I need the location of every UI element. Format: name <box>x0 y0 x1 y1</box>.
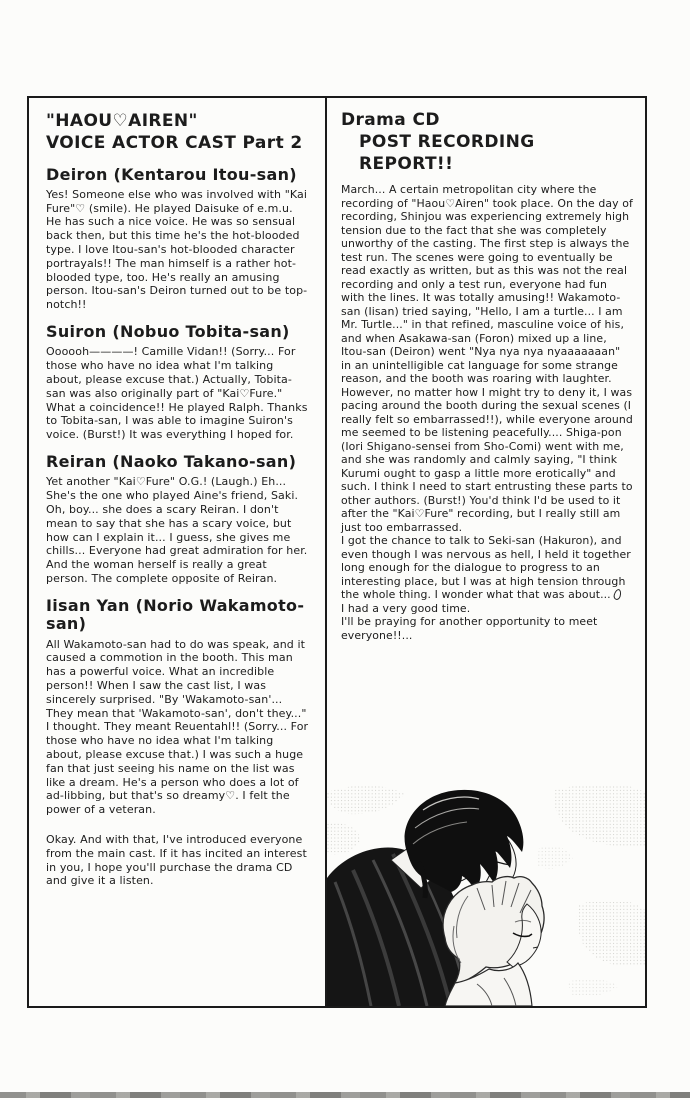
report-paragraph: March... A certain metropolitan city where the recording of "Haou♡Airen" took place. On the day of recording, Shinjou was experiencing extremely high tension due to the fact that she was completely unworthy of the casting. The first step is always the test run. The scenes were going to eventually be read exactly as written, but as this was not the real recording and only a test run, everyone had fun with the lines. It was totally amusing!! Wakamoto-san (Iisan) tried saying, "Hello, I am a turtle... I am Mr. Turtle..." in that refined, masculine voice of his, and when Asakawa-san (Foron) mixed up a line, Itou-san (Deiron) went "Nya nya nya nyaaaaaaan" in an unintelligible cat language for some strange reason, and the booth was roaring with laughter. <box>341 183 633 386</box>
section-body: Oooooh————! Camille Vidan!! (Sorry... For those who have no idea what I'm talking about, please excuse that.) Actually, Tobita-san was also originally part of "Kai♡Fure." What a coincidence!! He played Ralph. Thanks to Tobita-san, I was able to imagine Suiron's voice. (Burst!) It was everything I hoped for. <box>46 345 308 442</box>
cast-column <box>29 98 325 1006</box>
report-title-line1: Drama CD <box>341 110 440 130</box>
section-body: Yes! Someone else who was involved with "Kai Fure"♡ (smile). He played Daisuke of e.m.u. He has such a nice voice. He was so sensual back then, but this time he's the hot-blooded type. I love Itou-san's hot-blooded character portrayals!! The man himself is a rather hot-blooded type, too. He's really an amusing person. Itou-san's Deiron turned out to be top-notch!! <box>46 187 308 312</box>
page-frame <box>27 96 647 1008</box>
section-heading: Reiran (Naoko Takano-san) <box>46 452 297 472</box>
section-heading: Suiron (Nobuo Tobita-san) <box>46 322 290 342</box>
section-body: Yet another "Kai♡Fure" O.G.! (Laugh.) Eh... She's the one who played Aine's friend, Saki. Oh, boy... she does a scary Reiran. I don't mean to say that she has a scary voice, but how can I explain it... I guess, she gives me chills... Everyone had great admiration for her. And the woman herself is really a great person. The complete opposite of Reiran. <box>46 475 308 585</box>
scan-edge-artifact <box>0 1092 690 1098</box>
cast-closing-note: Okay. And with that, I've introduced everyone from the main cast. If it has incited an interest in you, I hope you'll purchase the drama CD and give it a listen. <box>46 832 307 888</box>
sweat-drop-icon <box>612 589 622 602</box>
woman <box>443 877 544 1006</box>
cast-title-line1: "HAOU♡AIREN" <box>46 111 198 131</box>
cast-section-reiran <box>46 453 310 586</box>
cast-section-deiron <box>46 166 310 313</box>
section-heading: Deiron (Kentarou Itou-san) <box>46 164 297 184</box>
character-illustration <box>327 786 645 1006</box>
cast-section-iisan <box>46 597 310 817</box>
report-title <box>341 109 633 175</box>
report-paragraph: I'll be praying for another opportunity to meet everyone!!... <box>341 615 598 642</box>
report-title-line2: POST RECORDING REPORT!! <box>359 132 535 175</box>
cast-title-line2: VOICE ACTOR CAST Part 2 <box>46 132 303 153</box>
report-paragraph: I had a very good time. <box>341 601 471 615</box>
section-body: All Wakamoto-san had to do was speak, and it caused a commotion in the booth. This man has a powerful voice. What an incredible person!! When I saw the cast list, I was sincerely surprised. "By 'Wakamoto-san'... They mean that 'Wakamoto-san', don't they..." I thought. They meant Reuentahl!! (Sorry... For those who have no idea what I'm talking about, please excuse that.) I was such a huge fan that just seeing his name on the list was like a dream. He's a person who does a lot of ad-libbing, but that's so dreamy♡. I felt the power of a veteran. <box>46 637 309 817</box>
cast-title <box>46 111 310 155</box>
report-paragraph: However, no matter how I might try to deny it, I was pacing around the booth during the sexual scenes (I really felt so embarrassed!!), while everyone around me seemed to be listening peacefully.... Shiga-pon (Iori Shigano-sensei from Sho-Comi) went with me, and she was randomly and calmly saying, "I think Kurumi ought to gasp a little more erotically" and such. I think I need to start entrusting these parts to other authors. (Burst!) You'd think I'd be used to it after the "Kai♡Fure" recording, but I really still am just too embarrassed. <box>341 385 633 534</box>
section-heading: Iisan Yan (Norio Wakamoto-san) <box>46 595 305 634</box>
report-paragraph: I got the chance to talk to Seki-san (Hakuron), and even though I was nervous as hell, I held it together long enough for the dialogue to progress to an interesting place, but I was at high tension through the whole thing. I wonder what that was about... <box>341 534 631 602</box>
cast-section-suiron <box>46 323 310 442</box>
report-column <box>327 98 645 1006</box>
